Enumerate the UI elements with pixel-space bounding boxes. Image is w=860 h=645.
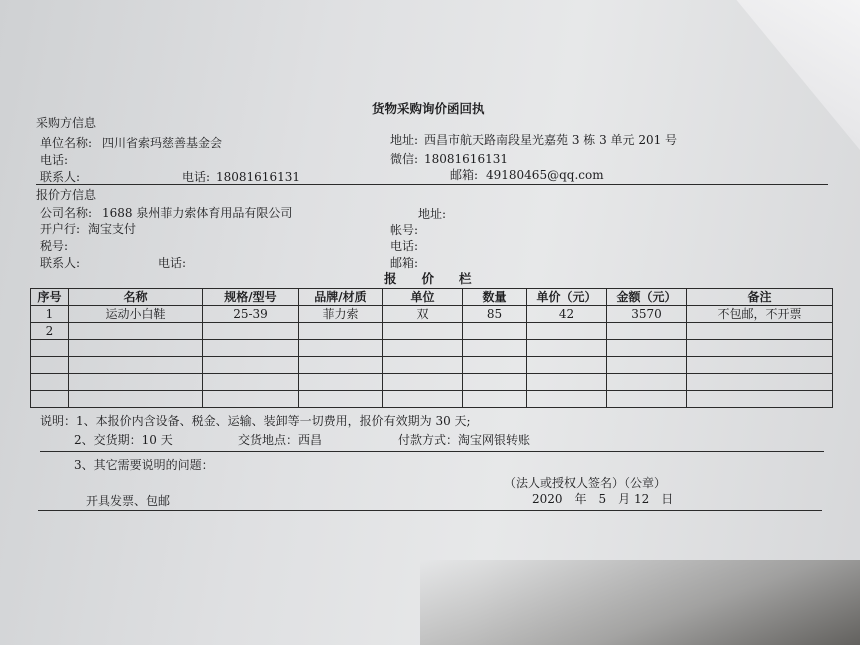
cell: 1 — [31, 306, 69, 323]
document-title: 货物采购询价函回执 — [372, 101, 485, 116]
buyer-contact-label: 联系人: — [40, 170, 81, 184]
table-row — [31, 357, 833, 374]
table-row — [31, 391, 833, 408]
header-spec: 规格/型号 — [203, 289, 299, 306]
buyer-address-value: 西昌市航天路南段星光嘉苑 3 栋 3 单元 201 号 — [424, 133, 678, 147]
cell — [527, 374, 607, 391]
cell — [527, 323, 607, 340]
cell: 运动小白鞋 — [69, 306, 203, 323]
header-unit-price: 单价（元） — [527, 289, 607, 306]
cell — [299, 323, 383, 340]
cell — [687, 357, 833, 374]
cell — [203, 374, 299, 391]
cell — [31, 340, 69, 357]
supplier-phone-label: 电话: — [390, 239, 419, 253]
date: 2020 年 5 月 12 日 — [532, 492, 674, 506]
cell — [31, 357, 69, 374]
cell — [203, 357, 299, 374]
cell — [69, 323, 203, 340]
table-row — [31, 306, 833, 323]
cell: 25-39 — [203, 306, 299, 323]
buyer-address-label: 地址: — [390, 133, 419, 147]
header-quantity: 数量 — [463, 289, 527, 306]
buyer-section-label: 采购方信息 — [36, 116, 97, 130]
supplier-tax-label: 税号: — [40, 239, 69, 253]
header-index: 序号 — [31, 289, 69, 306]
cell — [299, 391, 383, 408]
cell — [383, 323, 463, 340]
cell: 菲力索 — [299, 306, 383, 323]
supplier-contact-phone-label: 电话: — [158, 256, 187, 270]
supplier-bank-label: 开户行: — [40, 222, 81, 236]
cell — [687, 374, 833, 391]
divider-line — [36, 184, 828, 185]
cell: 85 — [463, 306, 527, 323]
signature-label: （法人或授权人签名）（公章） — [504, 476, 667, 490]
buyer-unit-label: 单位名称: — [40, 136, 93, 150]
cell — [299, 357, 383, 374]
buyer-wechat-label: 微信: — [390, 152, 419, 166]
cell — [383, 391, 463, 408]
cell — [31, 391, 69, 408]
table-header-row — [31, 289, 833, 306]
cell — [203, 391, 299, 408]
cell — [527, 391, 607, 408]
table-row — [31, 323, 833, 340]
cell — [31, 374, 69, 391]
header-brand: 品牌/材质 — [299, 289, 383, 306]
note-2-period: 2、交货期：10 天 — [74, 433, 173, 447]
cell — [69, 340, 203, 357]
cell — [383, 374, 463, 391]
cell — [687, 391, 833, 408]
cell — [463, 340, 527, 357]
cell — [687, 323, 833, 340]
cell — [607, 374, 687, 391]
buyer-wechat-value: 18081616131 — [424, 152, 508, 166]
cell — [69, 374, 203, 391]
buyer-contact-phone-label: 电话: — [182, 170, 211, 184]
header-name: 名称 — [69, 289, 203, 306]
cell — [299, 340, 383, 357]
cell: 3570 — [607, 306, 687, 323]
header-unit: 单位 — [383, 289, 463, 306]
header-amount: 金额（元） — [607, 289, 687, 306]
divider-line — [38, 510, 822, 511]
cell — [607, 323, 687, 340]
quote-heading: 报 价 栏 — [384, 271, 472, 286]
cell: 不包邮，不开票 — [687, 306, 833, 323]
divider-line — [40, 451, 824, 452]
cell — [203, 340, 299, 357]
supplier-company-label: 公司名称: — [40, 206, 93, 220]
note-2-payment: 付款方式：淘宝网银转账 — [398, 433, 531, 447]
cell — [383, 340, 463, 357]
cell — [299, 374, 383, 391]
supplier-bank-value: 淘宝支付 — [88, 222, 137, 236]
cell: 双 — [383, 306, 463, 323]
cell — [383, 357, 463, 374]
cell — [463, 323, 527, 340]
shadow — [420, 560, 860, 645]
supplier-section-label: 报价方信息 — [36, 188, 97, 202]
quote-table — [30, 288, 833, 408]
supplier-account-label: 帐号: — [390, 223, 419, 237]
cell — [69, 357, 203, 374]
table-row — [31, 374, 833, 391]
buyer-phone-label: 电话: — [40, 153, 69, 167]
cell — [607, 340, 687, 357]
buyer-email-label: 邮箱: — [450, 168, 479, 182]
extra-note: 开具发票、包邮 — [86, 494, 171, 508]
supplier-contact-label: 联系人: — [40, 256, 81, 270]
note-2-place: 交货地点：西昌 — [238, 433, 323, 447]
cell — [203, 323, 299, 340]
cell — [687, 340, 833, 357]
buyer-contact-phone-value: 18081616131 — [216, 170, 300, 184]
cell: 42 — [527, 306, 607, 323]
supplier-company-value: 1688 泉州菲力索体育用品有限公司 — [102, 206, 293, 220]
cell — [527, 357, 607, 374]
buyer-email-value: 49180465@qq.com — [486, 168, 604, 182]
cell: 2 — [31, 323, 69, 340]
table-row — [31, 340, 833, 357]
cell — [527, 340, 607, 357]
supplier-email-label: 邮箱: — [390, 256, 419, 270]
supplier-address-label: 地址: — [418, 207, 447, 221]
cell — [463, 374, 527, 391]
cell — [463, 391, 527, 408]
cell — [463, 357, 527, 374]
cell — [607, 357, 687, 374]
cell — [607, 391, 687, 408]
buyer-unit-value: 四川省索玛慈善基金会 — [102, 136, 223, 150]
note-3: 3、其它需要说明的问题： — [74, 458, 214, 472]
note-1: 说明：1、本报价内含设备、税金、运输、装卸等一切费用，报价有效期为 30 天; — [40, 414, 471, 428]
header-remarks: 备注 — [687, 289, 833, 306]
cell — [69, 391, 203, 408]
